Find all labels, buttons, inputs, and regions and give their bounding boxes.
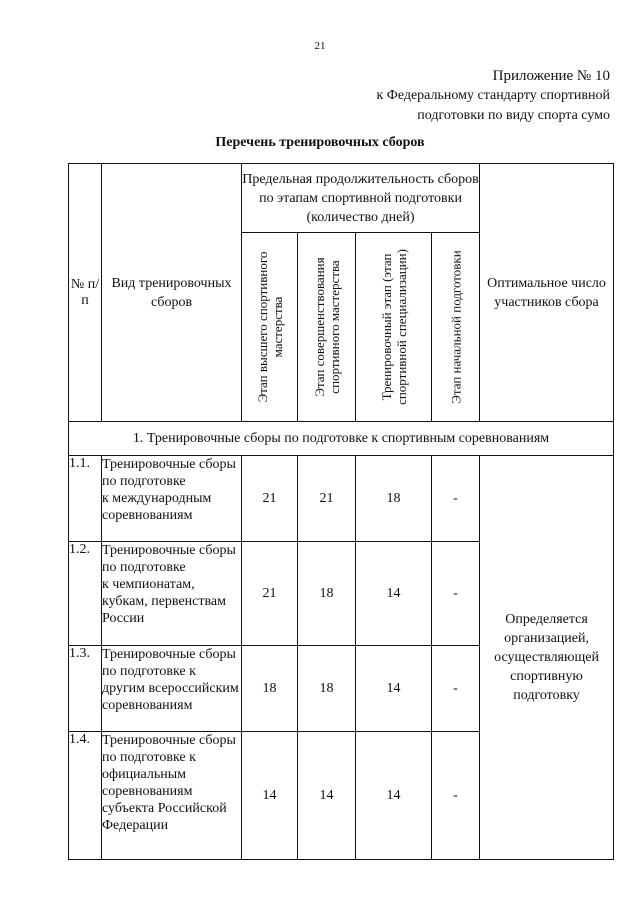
header-stage-initial-text: Этап начальной подготовки — [448, 250, 464, 404]
row-value-higher: 21 — [242, 456, 298, 542]
row-num: 1.2. — [69, 542, 102, 646]
row-value-initial: - — [432, 542, 480, 646]
row-value-improvement: 18 — [298, 646, 356, 732]
annex-line-1: Приложение № 10 — [492, 68, 610, 84]
table-row — [69, 456, 614, 542]
row-num: 1.4. — [69, 732, 102, 860]
row-value-initial: - — [432, 456, 480, 542]
annex-line-3: подготовки по виду спорта сумо — [417, 108, 610, 123]
row-value-higher: 14 — [242, 732, 298, 860]
document-title: Перечень тренировочных сборов — [215, 135, 425, 150]
row-value-training: 14 — [356, 732, 432, 860]
row-value-training: 14 — [356, 646, 432, 732]
row-value-training: 18 — [356, 456, 432, 542]
header-stage-improvement-text: Этап совершенствования спортивного мастерства — [311, 257, 342, 397]
row-value-higher: 21 — [242, 542, 298, 646]
row-value-improvement: 18 — [298, 542, 356, 646]
annex-block — [376, 66, 610, 126]
row-name: Тренировочные сборы по подготовке к другим всероссийским соревнованиям — [102, 646, 242, 732]
header-duration-group: Предельная продолжительность сборов по этапам спортивной подготовки (количество дней) — [242, 164, 480, 233]
row-value-initial: - — [432, 646, 480, 732]
page-number: 21 — [314, 40, 326, 52]
header-optimal: Оптимальное число участников сбора — [480, 164, 614, 422]
row-num: 1.1. — [69, 456, 102, 542]
row-value-initial: - — [432, 732, 480, 860]
row-name: Тренировочные сборы по подготовке к чемпионатам, кубкам, первенствам России — [102, 542, 242, 646]
header-stage-higher — [242, 233, 298, 422]
row-value-improvement: 14 — [298, 732, 356, 860]
row-num: 1.3. — [69, 646, 102, 732]
header-stage-initial — [432, 233, 480, 422]
header-num: № п/п — [69, 164, 102, 422]
annex-line-2: к Федеральному стандарту спортивной — [376, 88, 610, 103]
header-type: Вид тренировочных сборов — [102, 164, 242, 422]
header-stage-training — [356, 233, 432, 422]
row-value-higher: 18 — [242, 646, 298, 732]
section-heading-1: 1. Тренировочные сборы по подготовке к спортивным соревнованиям — [69, 422, 614, 456]
row-value-training: 14 — [356, 542, 432, 646]
row-value-improvement: 21 — [298, 456, 356, 542]
optimal-participants-value: Определяется организацией, осуществляющей спортивную подготовку — [480, 456, 614, 860]
header-stage-improvement — [298, 233, 356, 422]
training-camps-table — [68, 163, 614, 860]
header-stage-higher-text: Этап высшего спортивного мастерства — [254, 251, 285, 403]
row-name: Тренировочные сборы по подготовке к международным соревнованиям — [102, 456, 242, 542]
row-name: Тренировочные сборы по подготовке к официальным соревнованиям субъекта Российской Федерации — [102, 732, 242, 860]
header-stage-training-text: Тренировочный этап (этап спортивной специализации) — [378, 249, 409, 405]
